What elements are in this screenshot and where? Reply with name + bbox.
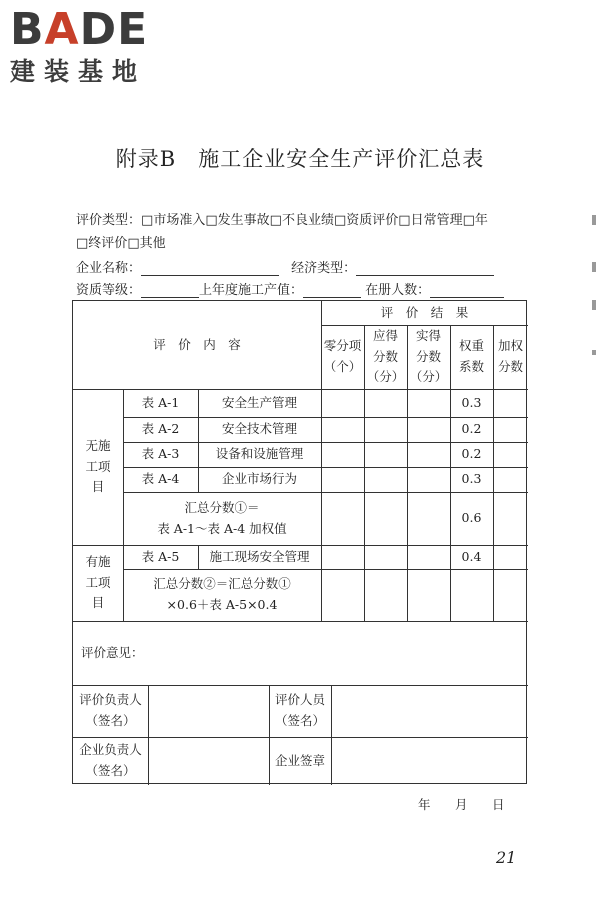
table-row-weight: 0.2 — [461, 421, 482, 437]
qualification-label: 资质等级： — [76, 283, 142, 298]
last-year-output-blank[interactable] — [303, 283, 361, 298]
opinion-label: 评价意见： — [81, 644, 144, 660]
content-header: 评 价 内 容 — [153, 336, 241, 352]
eval-type-checkbox[interactable]: □ — [333, 213, 347, 228]
eval-type-options-continued — [76, 236, 166, 251]
col-header-due-score: 应得 分数 （分） — [366, 328, 405, 385]
col-header-weighted-score: 加权 分数 — [497, 338, 523, 374]
eval-type-option-label: 终评价 — [88, 236, 128, 251]
economic-type-blank[interactable] — [356, 261, 494, 276]
eval-type-option-label: 不良业绩 — [281, 213, 334, 228]
logo-wordmark: BADE — [10, 4, 149, 55]
date-month: 月 — [455, 797, 468, 812]
group-no-construction-label: 无施 工项 目 — [85, 438, 111, 495]
table-row-name: 安全技术管理 — [221, 421, 297, 437]
eval-type-checkbox[interactable]: □ — [205, 213, 218, 228]
eval-type-checkbox[interactable]: □ — [127, 236, 140, 251]
edge-mark — [592, 215, 596, 225]
company-name-line — [76, 257, 494, 276]
eval-type-option-label: 日常管理 — [410, 213, 463, 228]
table-row-weight: 0.3 — [461, 394, 482, 410]
table-row-weight: 0.3 — [461, 471, 482, 487]
edge-mark — [592, 262, 596, 272]
company-leader-signature-field[interactable] — [148, 737, 269, 785]
company-leader-label: 企业负责人 （签名） — [79, 742, 142, 778]
summary-score-1: 汇总分数①＝ 表 A-1～表 A-4 加权值 — [157, 499, 287, 536]
table-row-name: 安全生产管理 — [221, 394, 297, 410]
eval-type-line-1 — [76, 209, 488, 228]
col-header-actual-score: 实得 分数 （分） — [409, 328, 448, 385]
company-seal-field[interactable] — [331, 737, 528, 785]
col-header-weight: 权重 系数 — [458, 338, 484, 374]
group-with-construction-label: 有施 工项 目 — [85, 554, 111, 611]
eval-type-checkbox[interactable]: □ — [76, 236, 89, 251]
summary-score-2: 汇总分数②＝汇总分数① ×0.6＋表 A-5×0.4 — [153, 576, 291, 612]
date-day: 日 — [492, 797, 505, 812]
company-name-label: 企业名称： — [76, 261, 142, 276]
registered-count-label: 在册人数： — [365, 283, 431, 298]
eval-type-option-label: 市场准入 — [153, 213, 206, 228]
logo-subtitle: 建装基地 — [10, 57, 147, 86]
evaluation-summary-table — [72, 300, 527, 784]
table-row-ref: 表 A-3 — [141, 446, 180, 462]
table-row-name: 企业市场行为 — [221, 471, 297, 487]
edge-mark — [592, 300, 596, 310]
result-header: 评 价 结 果 — [380, 304, 469, 320]
table-row-weight: 0.2 — [461, 446, 482, 462]
table-row-name: 设备和设施管理 — [215, 446, 304, 462]
company-seal-label: 企业签章 — [274, 752, 325, 768]
eval-type-checkbox[interactable]: □ — [462, 213, 475, 228]
page-title: 附录B 施工企业安全生产评价汇总表 — [115, 147, 485, 171]
eval-leader-label: 评价负责人 （签名） — [79, 692, 142, 728]
qualification-blank[interactable] — [141, 283, 199, 298]
eval-type-checkbox[interactable]: □ — [269, 213, 282, 228]
table-row-ref: 表 A-4 — [141, 471, 180, 487]
table-row-ref: 表 A-5 — [141, 548, 180, 564]
date-year: 年 — [418, 797, 431, 812]
eval-type-checkbox[interactable]: □ — [141, 213, 154, 228]
eval-type-option-label: 资质评价 — [346, 213, 399, 228]
qualification-line — [76, 279, 504, 298]
table-row-ref: 表 A-2 — [141, 421, 180, 437]
eval-type-option-label: 发生事故 — [217, 213, 270, 228]
economic-type-label: 经济类型： — [291, 261, 357, 276]
summary-score-1-weight: 0.6 — [461, 510, 482, 526]
table-row-name: 施工现场安全管理 — [209, 548, 310, 564]
page-number: 21 — [496, 848, 517, 867]
edge-mark — [592, 350, 596, 355]
col-header-zero-items: 零分项 （个） — [323, 338, 362, 374]
evaluator-signature-field[interactable] — [331, 685, 528, 737]
eval-leader-signature-field[interactable] — [148, 685, 269, 737]
eval-type-line-2 — [76, 232, 166, 251]
last-year-output-label: 上年度施工产值： — [199, 283, 304, 298]
registered-count-blank[interactable] — [430, 283, 504, 298]
eval-type-option-label: 年 — [474, 213, 488, 228]
table-row-weight: 0.4 — [461, 548, 482, 564]
logo — [10, 6, 148, 88]
table-row-ref: 表 A-1 — [141, 394, 180, 410]
eval-type-options — [141, 213, 488, 228]
company-name-blank[interactable] — [141, 261, 279, 276]
evaluator-label: 评价人员 （签名） — [274, 692, 325, 728]
eval-type-label: 评价类型： — [76, 213, 142, 228]
eval-type-option-label: 其他 — [139, 236, 166, 251]
eval-type-checkbox[interactable]: □ — [398, 213, 411, 228]
